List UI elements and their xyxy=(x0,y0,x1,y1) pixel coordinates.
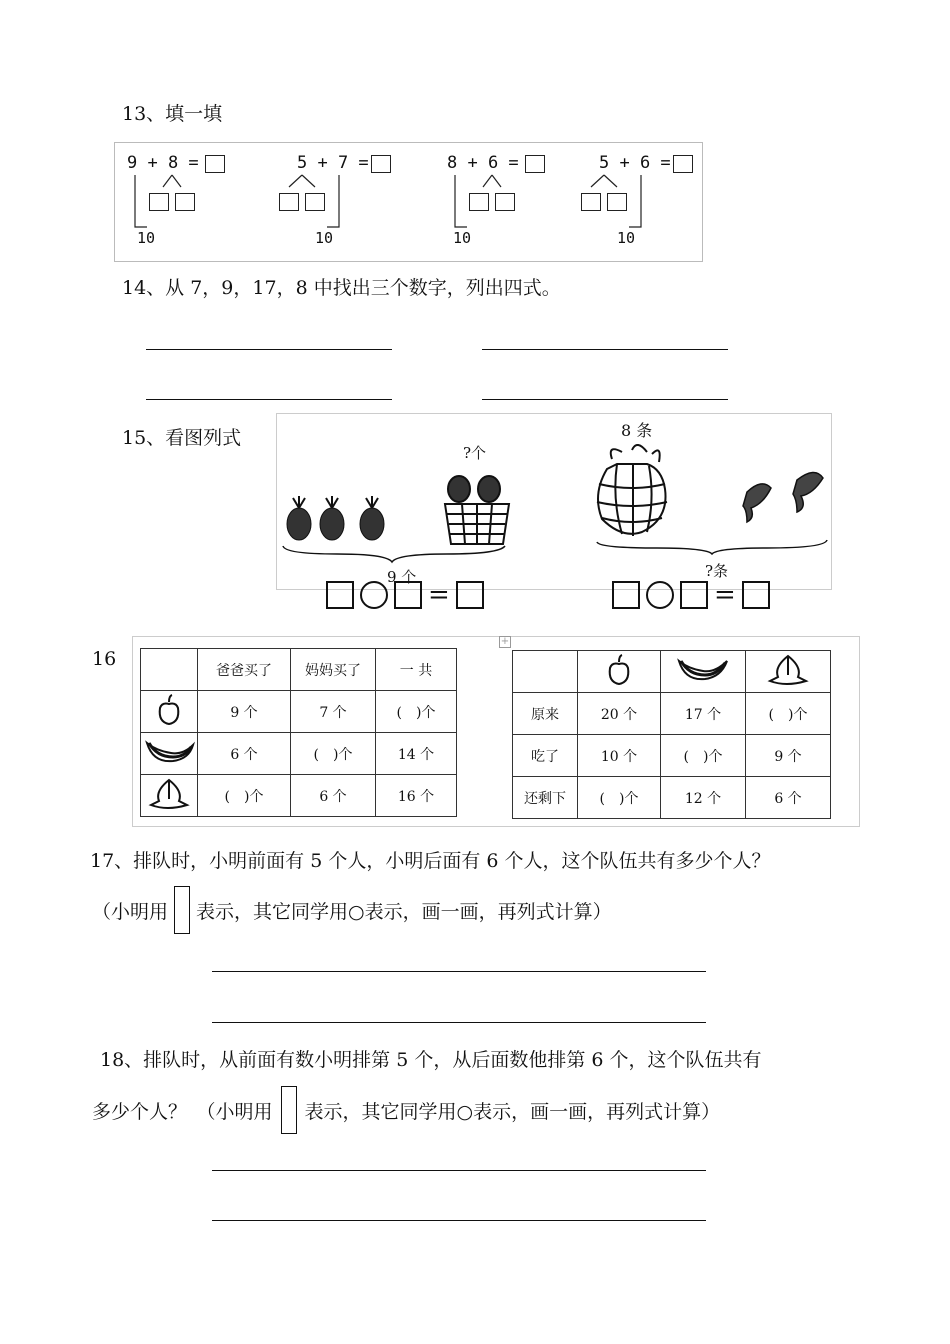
corner-cell xyxy=(513,651,578,693)
answer-box[interactable] xyxy=(149,193,169,211)
left-fruit-table xyxy=(140,648,457,817)
table-cell[interactable]: ( )个 xyxy=(291,733,376,775)
equals-sign: = xyxy=(428,580,450,610)
question-count-label: ?个 xyxy=(463,444,487,462)
question-fish-label: ?条 xyxy=(705,562,729,580)
brace xyxy=(283,546,505,562)
answer-line[interactable] xyxy=(212,1022,706,1023)
table-cell[interactable]: ( )个 xyxy=(578,777,661,819)
ten-label: 10 xyxy=(617,229,636,247)
q17-question: 17、排队时，小明前面有 5 个人，小明后面有 6 个人，这个队伍共有多少个人？ xyxy=(90,850,771,872)
equation-text: 8 + 6 = xyxy=(447,153,519,173)
table-cell: 17 个 xyxy=(661,693,746,735)
xiaoming-rectangle-icon xyxy=(281,1086,297,1134)
answer-line[interactable] xyxy=(212,1170,706,1171)
answer-box[interactable] xyxy=(456,581,484,609)
equals-sign: = xyxy=(714,580,736,610)
answer-line[interactable] xyxy=(212,971,706,972)
table-cell: 6 个 xyxy=(746,777,831,819)
q17-instruction xyxy=(92,886,612,934)
table-cell: 9 个 xyxy=(198,691,291,733)
operator-circle[interactable] xyxy=(646,581,674,609)
instruction-text: （小明用 xyxy=(92,900,169,923)
answer-line[interactable] xyxy=(146,399,392,400)
decomposition-item xyxy=(577,153,697,253)
table-cell: 7 个 xyxy=(291,691,376,733)
table-cell: 9 个 xyxy=(746,735,831,777)
row-label: 还剩下 xyxy=(513,777,578,819)
table-cell[interactable]: ( )个 xyxy=(661,735,746,777)
ten-label: 10 xyxy=(137,229,156,247)
answer-box[interactable] xyxy=(175,193,195,211)
equation-template-right xyxy=(612,580,770,610)
decomposition-item xyxy=(275,153,395,253)
q13-figure xyxy=(114,142,703,262)
table-cell: 12 个 xyxy=(661,777,746,819)
decomposition-item xyxy=(447,153,567,253)
table-cell: 20 个 xyxy=(578,693,661,735)
answer-box[interactable] xyxy=(607,193,627,211)
equation-template-left xyxy=(326,580,484,610)
right-fruit-table xyxy=(512,650,831,819)
q18-question: 18、排队时，从前面有数小明排第 5 个，从后面数他排第 6 个，这个队伍共有 xyxy=(100,1049,762,1071)
answer-box[interactable] xyxy=(742,581,770,609)
table-cell[interactable]: ( )个 xyxy=(198,775,291,817)
apple-icon xyxy=(578,651,661,693)
header-cell: 妈妈买了 xyxy=(291,649,376,691)
answer-box[interactable] xyxy=(469,193,489,211)
corner-cell xyxy=(141,649,198,691)
answer-box[interactable] xyxy=(279,193,299,211)
instruction-text: 表示，其它同学用○表示，画一画，再列式计算） xyxy=(304,1100,721,1123)
decomposition-item xyxy=(127,153,247,253)
total-label: 9 个 xyxy=(387,568,417,586)
row-label: 吃了 xyxy=(513,735,578,777)
banana-icon xyxy=(141,733,198,775)
answer-box[interactable] xyxy=(394,581,422,609)
table-cell[interactable]: ( )个 xyxy=(376,691,457,733)
peach-icon xyxy=(746,651,831,693)
answer-line[interactable] xyxy=(482,349,728,350)
table-cell: 16 个 xyxy=(376,775,457,817)
answer-box[interactable] xyxy=(305,193,325,211)
answer-line[interactable] xyxy=(146,349,392,350)
table-cell: 10 个 xyxy=(578,735,661,777)
brace xyxy=(597,540,827,554)
q13-title: 13、填一填 xyxy=(122,103,223,125)
answer-box[interactable] xyxy=(581,193,601,211)
q15-illustration xyxy=(277,414,831,589)
peach-icon xyxy=(141,775,198,817)
answer-box[interactable] xyxy=(680,581,708,609)
xiaoming-rectangle-icon xyxy=(174,886,190,934)
answer-box[interactable] xyxy=(326,581,354,609)
operator-circle[interactable] xyxy=(360,581,388,609)
equation-text: 9 + 8 = xyxy=(127,153,199,173)
q18-instruction xyxy=(92,1086,720,1134)
eight-fish-label: 8 条 xyxy=(621,421,653,440)
equation-text: 5 + 7 = xyxy=(297,153,369,173)
table-cell[interactable]: ( )个 xyxy=(746,693,831,735)
equation-text: 5 + 6 = xyxy=(599,153,671,173)
table-cell: 6 个 xyxy=(198,733,291,775)
answer-box[interactable] xyxy=(495,193,515,211)
row-label: 原来 xyxy=(513,693,578,735)
q14-title: 14、从 7，9，17，8 中找出三个数字，列出四式。 xyxy=(122,277,561,299)
answer-box[interactable] xyxy=(612,581,640,609)
banana-icon xyxy=(661,651,746,693)
q15-picture xyxy=(276,413,832,590)
ten-label: 10 xyxy=(453,229,472,247)
header-cell: 爸爸买了 xyxy=(198,649,291,691)
apple-icon xyxy=(141,691,198,733)
answer-line[interactable] xyxy=(212,1220,706,1221)
q15-title: 15、看图列式 xyxy=(122,427,242,449)
table-cell: 6 个 xyxy=(291,775,376,817)
ten-label: 10 xyxy=(315,229,334,247)
answer-line[interactable] xyxy=(482,399,728,400)
header-cell: 一 共 xyxy=(376,649,457,691)
instruction-text: 多少个人？ （小明用 xyxy=(92,1100,273,1123)
q16-number: 16 xyxy=(92,648,117,670)
instruction-text: 表示，其它同学用○表示，画一画，再列式计算） xyxy=(196,900,612,923)
table-move-handle-icon[interactable]: + xyxy=(500,636,510,647)
table-cell: 14 个 xyxy=(376,733,457,775)
